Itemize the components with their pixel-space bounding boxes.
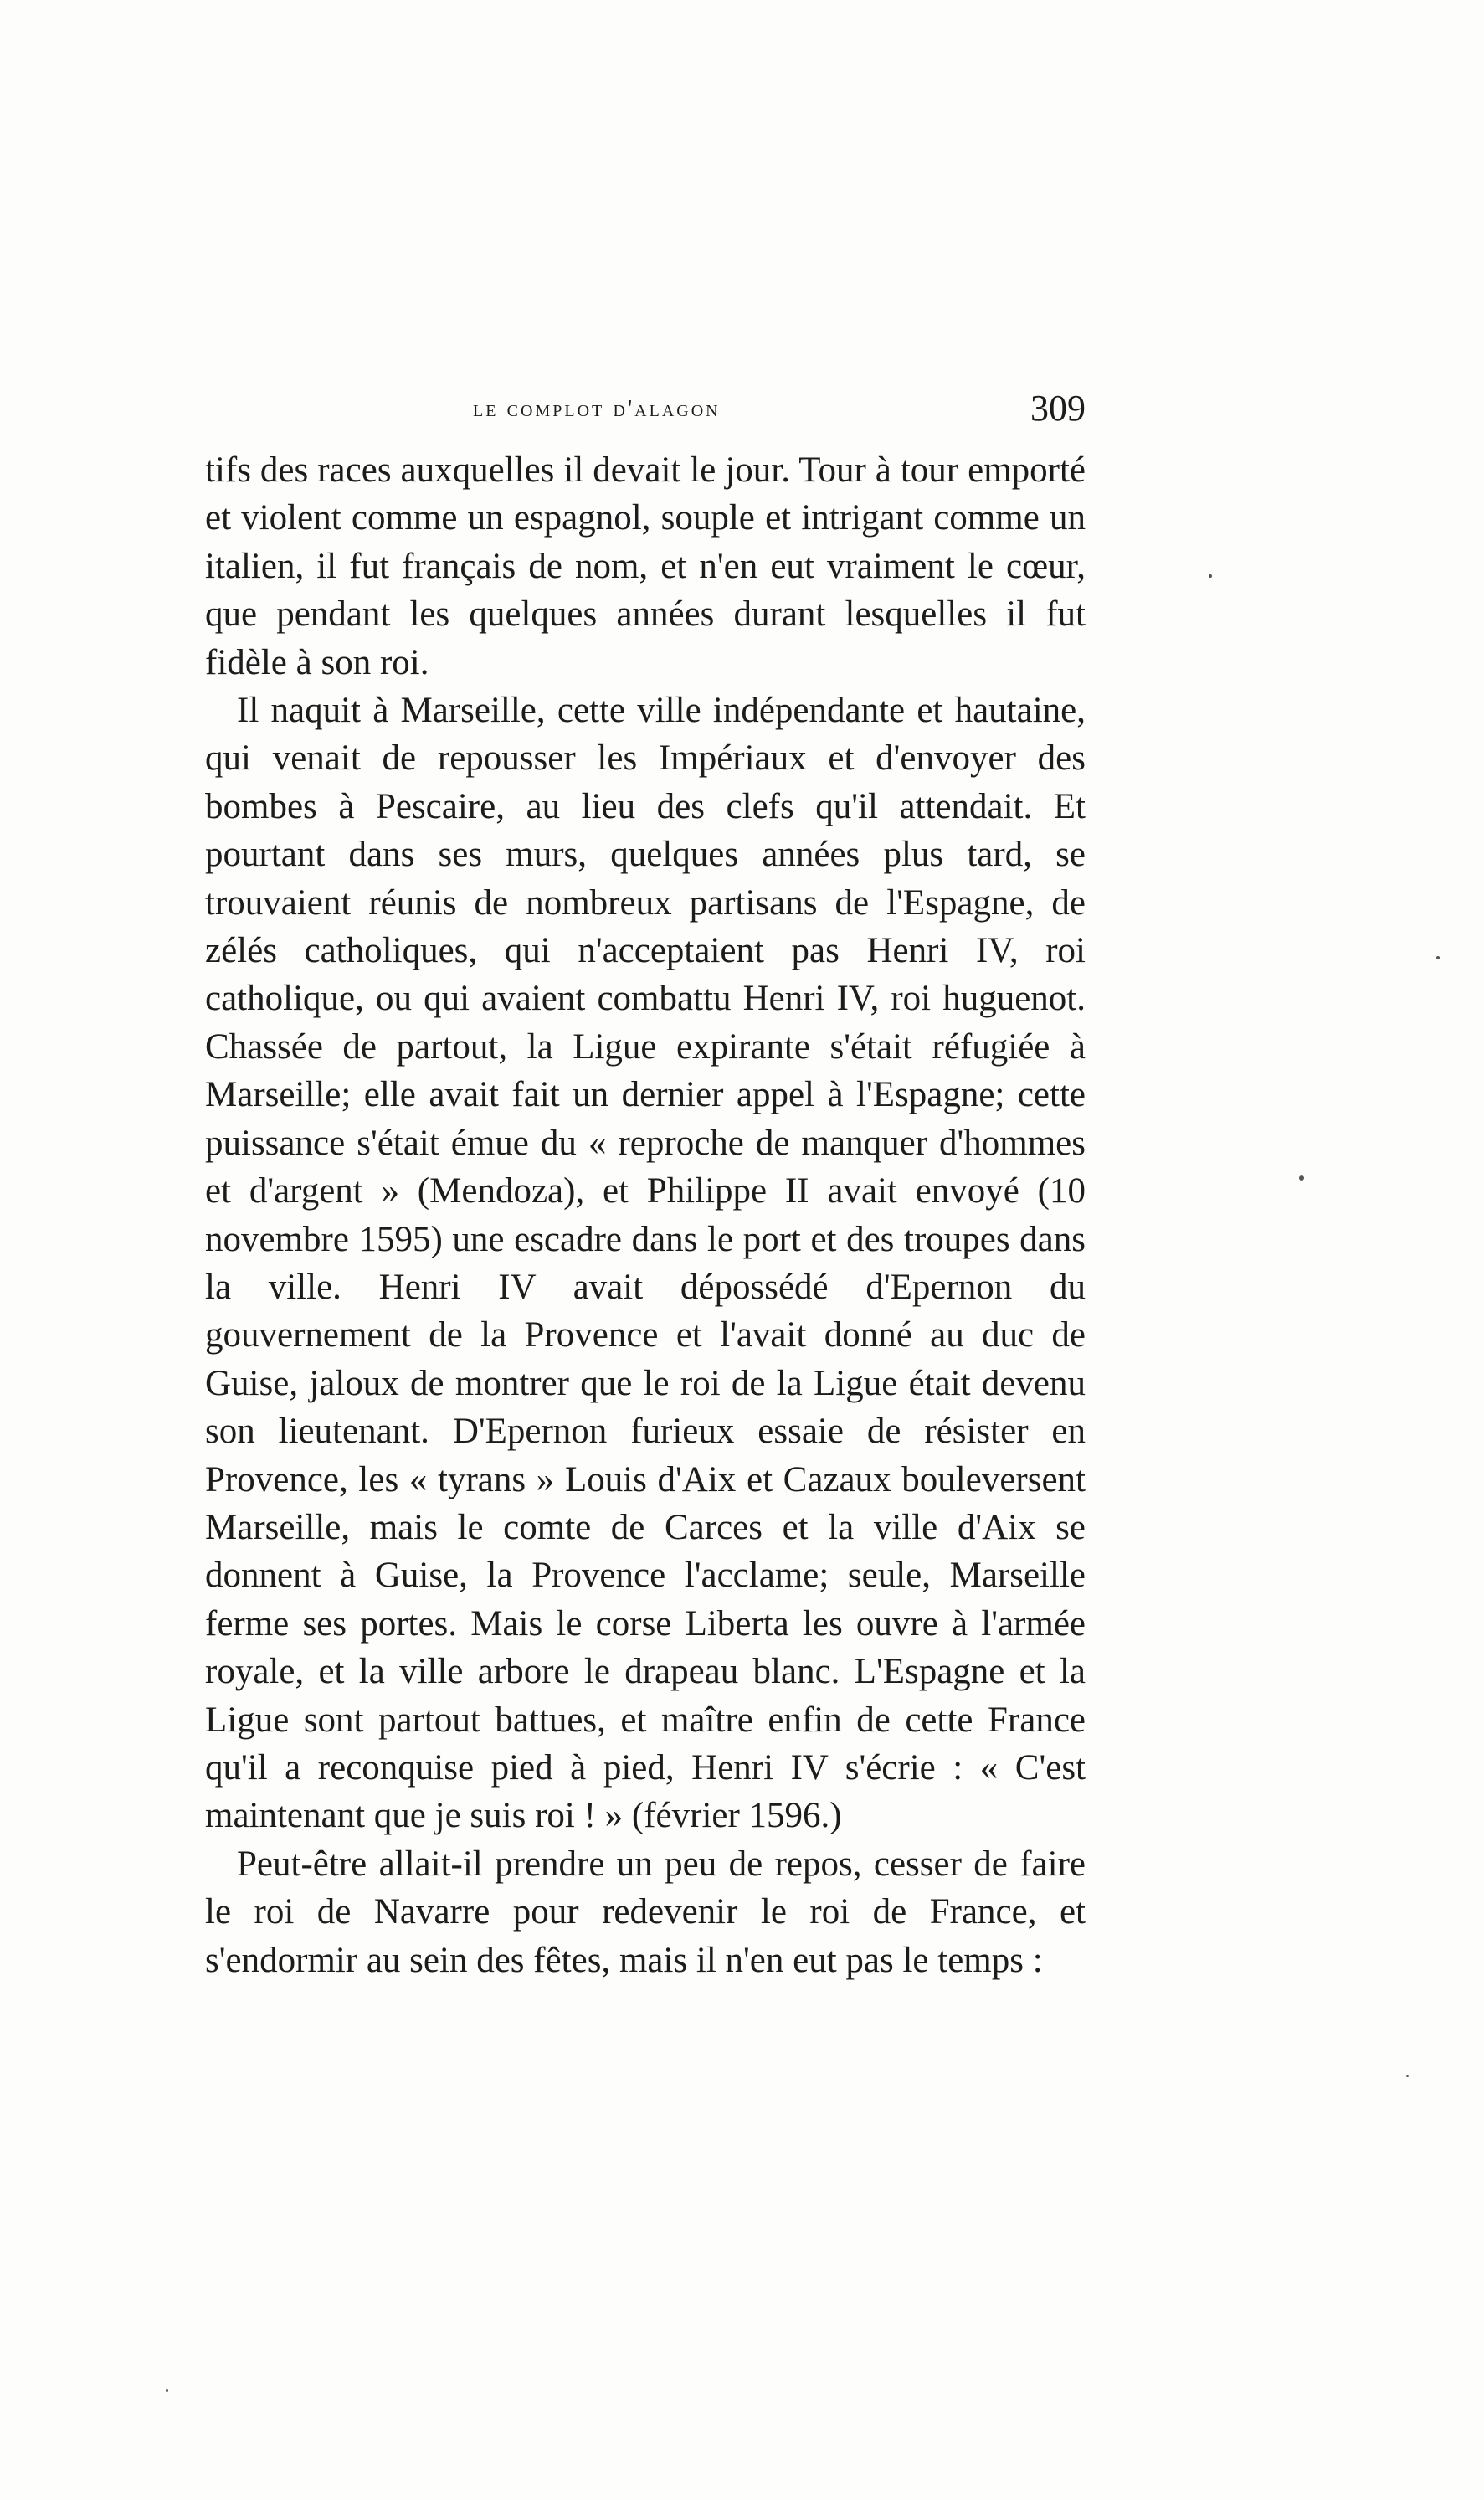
- scan-speck: [166, 2389, 168, 2392]
- running-head: [205, 387, 1086, 437]
- body-text: [205, 446, 1086, 1984]
- paragraph-repos: Peut-être allait-il prendre un peu de repos, cesser de faire le roi de Navarre pour redevenir le roi de France, et s'endormir au sein des fêtes, mais il n'en eut pas le temps :: [205, 1844, 1086, 1980]
- scan-speck: [1299, 1175, 1304, 1181]
- running-title: le complot d'alagon: [473, 395, 721, 422]
- scan-speck: [1209, 574, 1212, 578]
- paragraph-marseille: Il naquit à Marseille, cette ville indépendante et hautaine, qui venait de repousser les Impériaux et d'envoyer des bombes à Pescaire, au lieu des clefs qu'il attendait. Et pourtant dans ses murs, quelques années plus tard, se trouvaient réunis de nombreux partisans de l'Espagne, de zélés catholiques, qui n'acceptaient pas Henri IV, roi catholique, ou qui avaient combattu Henri IV, roi huguenot. Chassée de partout, la Ligue expirante s'était réfugiée à Marseille; elle avait fait un dernier appel à l'Espagne; cette puissance s'était émue du « reproche de manquer d'hommes et d'argent » (Mendoza), et Philippe II avait envoyé (10 novembre 1595) une escadre dans le port et des troupes dans la ville. Henri IV avait dépossédé d'Epernon du gouvernement de la Provence et l'avait donné au duc de Guise, jaloux de montrer que le roi de la Ligue était devenu son lieutenant. D'Epernon furieux essaie de résister en Provence, les « tyrans » Louis d'Aix et Cazaux bouleversent Marseille, mais le comte de Carces et la ville d'Aix se donnent à Guise, la Provence l'acclame; seule, Marseille ferme ses portes. Mais le corse Liberta les ouvre à l'armée royale, et la ville arbore le drapeau blanc. L'Espagne et la Ligue sont partout battues, et maître enfin de cette France qu'il a reconquise pied à pied, Henri IV s'écrie : « C'est maintenant que je suis roi ! » (février 1596.): [205, 691, 1086, 1836]
- scan-speck: [1406, 2075, 1409, 2077]
- paragraph-continued: tifs des races auxquelles il devait le jour. Tour à tour emporté et violent comme un espagnol, souple et intrigant comme un italien, il fut français de nom, et n'en eut vraiment le cœur, que pendant les quelques années durant lesquelles il fut fidèle à son roi.: [205, 450, 1086, 682]
- scan-speck: [1436, 956, 1440, 959]
- page-number: 309: [1030, 388, 1086, 429]
